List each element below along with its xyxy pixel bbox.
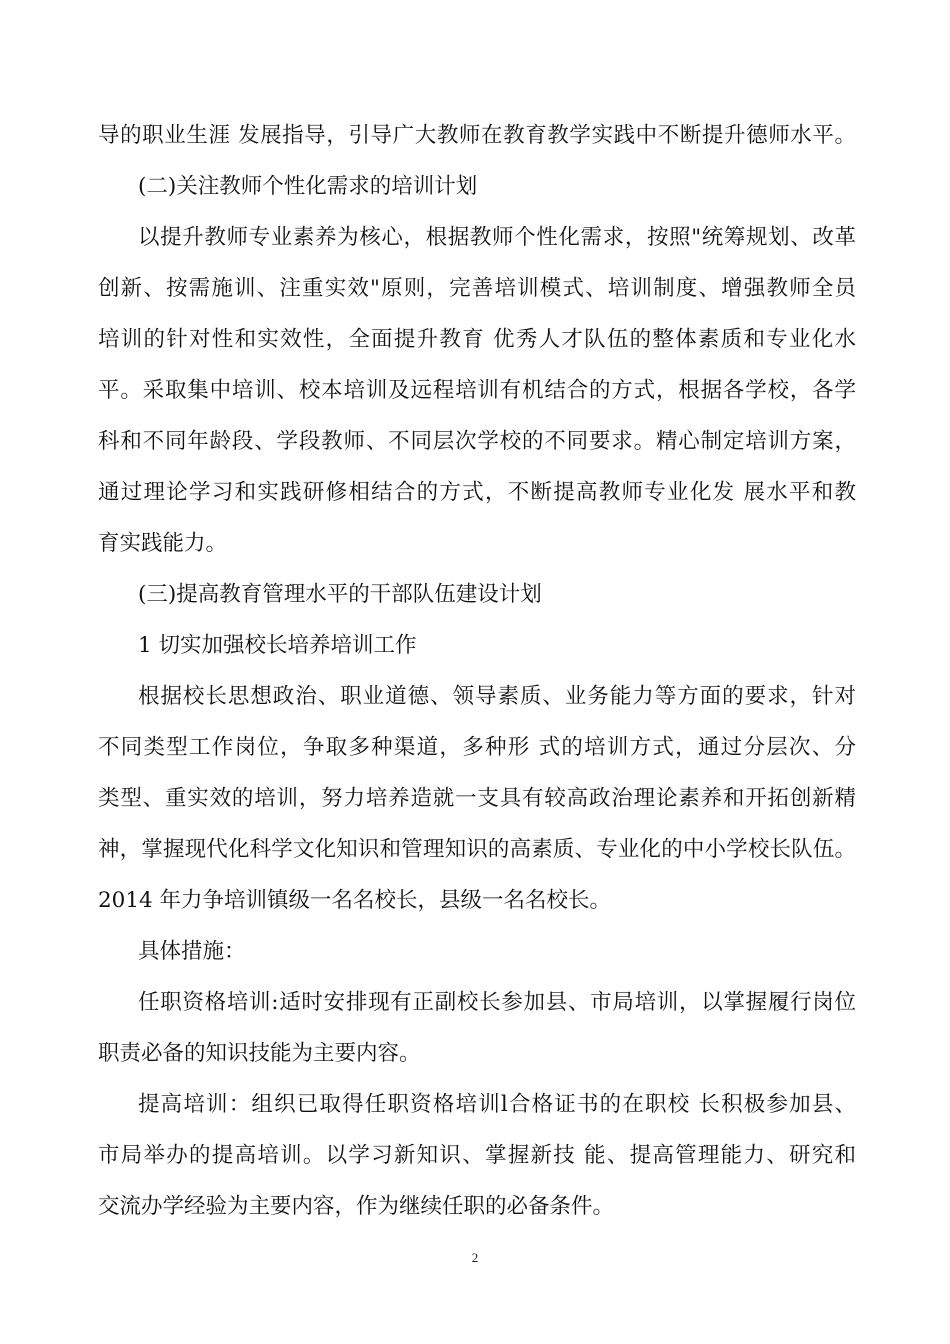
body-text	[98, 110, 856, 1232]
text-line: 交流办学经验为主要内容，作为继续任职的必备条件。	[98, 1194, 615, 1219]
text-line: 提高培训：组织已取得任职资格培训l合格证书的在职校 长积极参加县、	[138, 1092, 856, 1117]
text-line: 类型、重实效的培训，努力培养造就一支具有较高政治理论素养和开拓创新精	[98, 786, 856, 811]
subsection-heading: 1 切实加强校长培养培训工作	[138, 633, 417, 658]
text-line: 市局举办的提高培训。以学习新知识、掌握新技 能、提高管理能力、研究和	[98, 1143, 856, 1168]
text-line: 根据校长思想政治、职业道德、领导素质、业务能力等方面的要求，针对	[138, 684, 856, 709]
text-line: 平。采取集中培训、校本培训及远程培训有机结合的方式，根据各学校，各学	[98, 378, 856, 403]
text-line: 培训的针对性和实效性，全面提升教育 优秀人才队伍的整体素质和专业化水	[98, 327, 856, 352]
text-line: 育实践能力。	[98, 531, 228, 556]
text-line: 科和不同年龄段、学段教师、不同层次学校的不同要求。精心制定培训方案，	[98, 429, 856, 454]
text-line: 神，掌握现代化科学文化知识和管理知识的高素质、专业化的中小学校长队伍。	[98, 837, 856, 862]
text-line: 以提升教师专业素养为核心，根据教师个性化需求，按照"统筹规划、改革	[138, 225, 856, 250]
text-line: 通过理论学习和实践研修相结合的方式，不断提高教师专业化发 展水平和教	[98, 480, 856, 505]
text-line: 创新、按需施训、注重实效"原则，完善培训模式、培训制度、增强教师全员	[98, 276, 856, 301]
text-line: 任职资格培训:适时安排现有正副校长参加县、市局培训，以掌握履行岗位	[138, 990, 856, 1015]
section-heading: (三)提高教育管理水平的干部队伍建设计划	[138, 582, 542, 607]
text-line: 职责必备的知识技能为主要内容。	[98, 1041, 421, 1066]
section-heading: (二)关注教师个性化需求的培训计划	[138, 174, 478, 199]
text-line: 不同类型工作岗位，争取多种渠道，多种形 式的培训方式，通过分层次、分	[98, 735, 856, 760]
text-line: 2014 年力争培训镇级一名名校长，县级一名名校长。	[98, 888, 612, 913]
page-number: 2	[471, 1250, 479, 1265]
text-line: 具体措施：	[138, 939, 246, 964]
text-line: 导的职业生涯 发展指导，引导广大教师在教育教学实践中不断提升德师水平。	[98, 123, 856, 148]
